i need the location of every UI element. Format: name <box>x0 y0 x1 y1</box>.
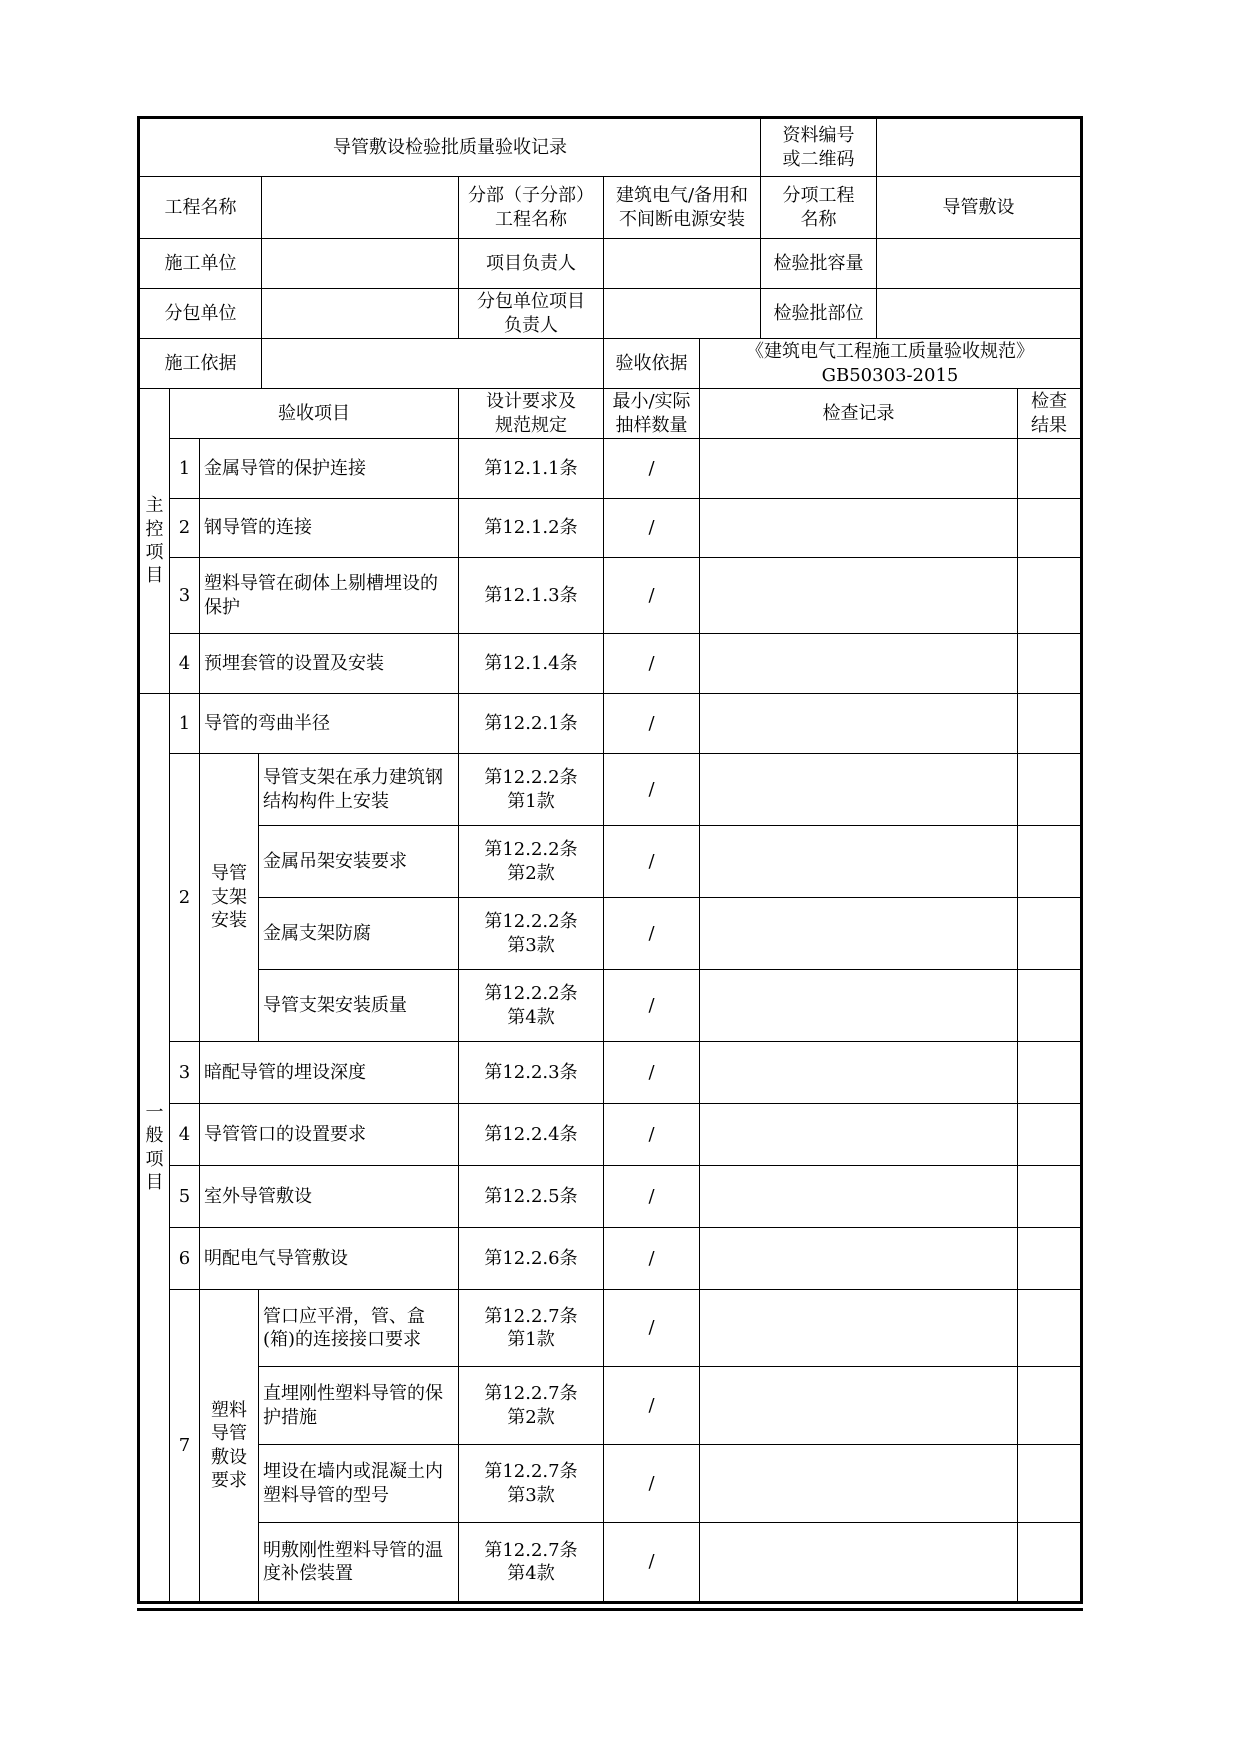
item-sample[interactable]: / <box>604 898 700 970</box>
item-result-field[interactable] <box>1018 1445 1080 1523</box>
project-manager-label: 项目负责人 <box>459 239 604 289</box>
sub-item-name: 管口应平滑，管、盒(箱)的连接接口要求 <box>259 1290 459 1367</box>
general-section-text: 一般项目 <box>145 1101 164 1193</box>
item-name: 塑料导管在砌体上剔槽埋设的保护 <box>200 558 459 634</box>
sub-project-value: 建筑电气/备用和 不间断电源安装 <box>604 177 761 239</box>
item-project-value: 导管敷设 <box>877 177 1080 239</box>
item-number: 2 <box>170 754 200 1042</box>
item-result-field[interactable] <box>1018 1367 1080 1445</box>
item-sample[interactable]: / <box>604 1367 700 1445</box>
item-record-field[interactable] <box>700 499 1018 558</box>
general-section-label <box>140 694 170 1601</box>
construction-unit-label: 施工单位 <box>140 239 262 289</box>
item-name: 预埋套管的设置及安装 <box>200 634 459 694</box>
construction-unit-field[interactable] <box>262 239 459 289</box>
column-header-record: 检查记录 <box>700 389 1018 439</box>
sub-item-name: 金属支架防腐 <box>259 898 459 970</box>
item-result-field[interactable] <box>1018 1042 1080 1104</box>
item-name: 明配电气导管敷设 <box>200 1228 459 1290</box>
item-record-field[interactable] <box>700 439 1018 499</box>
item-clause: 第12.2.2条 第1款 <box>459 754 604 826</box>
item-clause: 第12.1.1条 <box>459 439 604 499</box>
item-name: 导管的弯曲半径 <box>200 694 459 754</box>
item-record-field[interactable] <box>700 898 1018 970</box>
main-control-section-label <box>140 389 170 694</box>
sub-item-name: 明敷刚性塑料导管的温度补偿装置 <box>259 1523 459 1601</box>
item-clause: 第12.2.7条 第4款 <box>459 1523 604 1601</box>
group-label-bracket-install <box>200 754 259 1042</box>
item-result-field[interactable] <box>1018 558 1080 634</box>
item-record-field[interactable] <box>700 558 1018 634</box>
item-record-field[interactable] <box>700 1166 1018 1228</box>
item-number: 3 <box>170 1042 200 1104</box>
subcontract-manager-label: 分包单位项目 负责人 <box>459 289 604 339</box>
item-number: 2 <box>170 499 200 558</box>
subcontract-unit-label: 分包单位 <box>140 289 262 339</box>
project-manager-field[interactable] <box>604 239 761 289</box>
group-label-text: 导管支架安装 <box>211 863 247 932</box>
project-name-label: 工程名称 <box>140 177 262 239</box>
item-record-field[interactable] <box>700 1042 1018 1104</box>
item-name: 导管管口的设置要求 <box>200 1104 459 1166</box>
item-clause: 第12.2.7条 第3款 <box>459 1445 604 1523</box>
subcontract-manager-field[interactable] <box>604 289 761 339</box>
item-clause: 第12.2.4条 <box>459 1104 604 1166</box>
item-number: 1 <box>170 439 200 499</box>
form-title: 导管敷设检验批质量验收记录 <box>140 119 761 177</box>
item-clause: 第12.2.2条 第3款 <box>459 898 604 970</box>
project-name-field[interactable] <box>262 177 459 239</box>
item-sample[interactable]: / <box>604 1104 700 1166</box>
item-result-field[interactable] <box>1018 898 1080 970</box>
item-name: 室外导管敷设 <box>200 1166 459 1228</box>
item-result-field[interactable] <box>1018 826 1080 898</box>
item-clause: 第12.2.3条 <box>459 1042 604 1104</box>
construction-basis-field[interactable] <box>262 339 604 389</box>
batch-capacity-field[interactable] <box>877 239 1080 289</box>
sub-item-name: 直埋刚性塑料导管的保护措施 <box>259 1367 459 1445</box>
item-number: 6 <box>170 1228 200 1290</box>
item-clause: 第12.2.1条 <box>459 694 604 754</box>
item-clause: 第12.2.6条 <box>459 1228 604 1290</box>
item-clause: 第12.2.2条 第2款 <box>459 826 604 898</box>
group-label-plastic-conduit <box>200 1290 259 1601</box>
item-record-field[interactable] <box>700 1228 1018 1290</box>
item-clause: 第12.2.7条 第2款 <box>459 1367 604 1445</box>
construction-basis-label: 施工依据 <box>140 339 262 389</box>
item-number: 4 <box>170 1104 200 1166</box>
item-sample[interactable]: / <box>604 1166 700 1228</box>
column-header-result: 检查 结果 <box>1018 389 1080 439</box>
item-result-field[interactable] <box>1018 754 1080 826</box>
item-sample[interactable]: / <box>604 970 700 1042</box>
column-header-sample: 最小/实际 抽样数量 <box>604 389 700 439</box>
sub-item-name: 金属吊架安装要求 <box>259 826 459 898</box>
column-header-design: 设计要求及 规范规定 <box>459 389 604 439</box>
item-clause: 第12.2.7条 第1款 <box>459 1290 604 1367</box>
item-clause: 第12.1.2条 <box>459 499 604 558</box>
item-number: 3 <box>170 558 200 634</box>
column-header-item: 验收项目 <box>170 389 459 439</box>
item-record-field[interactable] <box>700 694 1018 754</box>
sub-item-name: 导管支架在承力建筑钢结构构件上安装 <box>259 754 459 826</box>
item-sample[interactable]: / <box>604 499 700 558</box>
group-label-text: 塑料导管敷设要求 <box>211 1399 247 1491</box>
item-number: 4 <box>170 634 200 694</box>
item-sample[interactable]: / <box>604 694 700 754</box>
item-result-field[interactable] <box>1018 970 1080 1042</box>
main-control-section-text: 主控项目 <box>145 495 164 587</box>
item-sample[interactable]: / <box>604 1228 700 1290</box>
item-result-field[interactable] <box>1018 1104 1080 1166</box>
item-result-field[interactable] <box>1018 439 1080 499</box>
item-record-field[interactable] <box>700 754 1018 826</box>
item-name: 暗配导管的埋设深度 <box>200 1042 459 1104</box>
item-record-field[interactable] <box>700 1290 1018 1367</box>
item-record-field[interactable] <box>700 1445 1018 1523</box>
bottom-rule <box>137 1608 1083 1611</box>
item-record-field[interactable] <box>700 1523 1018 1601</box>
item-result-field[interactable] <box>1018 1523 1080 1601</box>
item-sample[interactable]: / <box>604 634 700 694</box>
item-project-label: 分项工程 名称 <box>761 177 877 239</box>
acceptance-basis-label: 验收依据 <box>604 339 700 389</box>
item-sample[interactable]: / <box>604 826 700 898</box>
item-number: 1 <box>170 694 200 754</box>
sub-item-name: 导管支架安装质量 <box>259 970 459 1042</box>
item-clause: 第12.2.2条 第4款 <box>459 970 604 1042</box>
sub-item-name: 埋设在墙内或混凝土内塑料导管的型号 <box>259 1445 459 1523</box>
item-result-field[interactable] <box>1018 499 1080 558</box>
sub-project-label: 分部（子分部） 工程名称 <box>459 177 604 239</box>
item-record-field[interactable] <box>700 1104 1018 1166</box>
item-result-field[interactable] <box>1018 634 1080 694</box>
item-result-field[interactable] <box>1018 694 1080 754</box>
item-number: 7 <box>170 1290 200 1601</box>
item-sample[interactable]: / <box>604 439 700 499</box>
acceptance-basis-value: 《建筑电气工程施工质量验收规范》 GB50303-2015 <box>700 339 1080 389</box>
item-name: 金属导管的保护连接 <box>200 439 459 499</box>
item-result-field[interactable] <box>1018 1228 1080 1290</box>
item-clause: 第12.1.3条 <box>459 558 604 634</box>
item-result-field[interactable] <box>1018 1166 1080 1228</box>
item-sample[interactable]: / <box>604 1445 700 1523</box>
item-sample[interactable]: / <box>604 558 700 634</box>
item-name: 钢导管的连接 <box>200 499 459 558</box>
item-record-field[interactable] <box>700 1367 1018 1445</box>
item-result-field[interactable] <box>1018 1290 1080 1367</box>
inspection-record-form <box>137 116 1083 1604</box>
batch-capacity-label: 检验批容量 <box>761 239 877 289</box>
item-clause: 第12.1.4条 <box>459 634 604 694</box>
item-record-field[interactable] <box>700 634 1018 694</box>
doc-no-label: 资料编号 或二维码 <box>761 119 877 177</box>
item-clause: 第12.2.5条 <box>459 1166 604 1228</box>
item-sample[interactable]: / <box>604 1290 700 1367</box>
batch-location-field[interactable] <box>877 289 1080 339</box>
doc-no-field[interactable] <box>877 119 1080 177</box>
item-number: 5 <box>170 1166 200 1228</box>
batch-location-label: 检验批部位 <box>761 289 877 339</box>
subcontract-unit-field[interactable] <box>262 289 459 339</box>
item-record-field[interactable] <box>700 826 1018 898</box>
item-sample[interactable]: / <box>604 754 700 826</box>
item-sample[interactable]: / <box>604 1523 700 1601</box>
item-sample[interactable]: / <box>604 1042 700 1104</box>
item-record-field[interactable] <box>700 970 1018 1042</box>
